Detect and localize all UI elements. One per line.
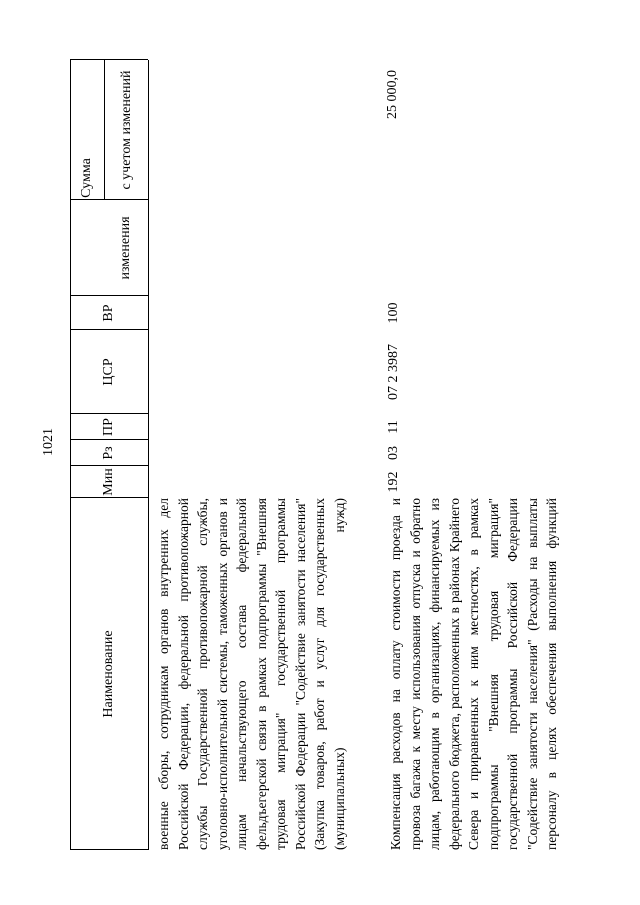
row-2-csr: 07 2 3987 — [386, 344, 401, 400]
header-pr: ПР — [101, 418, 116, 436]
header-changes: изменения — [118, 216, 133, 280]
header-sum: Сумма — [79, 158, 94, 198]
row-2-rz: 03 — [386, 446, 401, 460]
header-min: Мин — [101, 468, 116, 496]
header-bottom-border — [148, 60, 149, 850]
row-2-min: 192 — [386, 471, 401, 493]
header-with-changes: с учетом изменений — [118, 70, 134, 190]
row-2-name: Компенсация расходов на оплату стоимости проезда и провоза багажа к месту использования отпуска и обратно лицам, работающим в организациях, финансируемых из федерального бюджета, расположенных в районах Крайнего Севера и приравненных к ним местностях, в рамках подпрограммы "Внешняя трудовая миграция" государственной программы Российской Федерации "Содействие занятости населения" (Расходы на выплаты персоналу в целях обеспечения выполнения функций — [388, 498, 559, 850]
page-number: 1021 — [41, 428, 56, 456]
header-name: Наименование — [101, 630, 116, 718]
header-vr: ВР — [101, 304, 116, 322]
row-2-pr: 11 — [386, 420, 401, 434]
row-2-vr: 100 — [386, 302, 401, 324]
row-1-name: военные сборы, сотрудникам органов внутренних дел Российской Федерации, федеральной противопожарной службы Государственной противопожарной службы, уголовно-исполнительной системы, таможенных органов и лицам начальствующего состава федеральной фельдъегерской связи в рамках подпрограммы "Внешняя трудовая миграция" государственной программы Российской Федерации "Содействие занятости населения" (Закупка товаров, работ и услуг для государственных (муниципальных) нужд) — [156, 498, 347, 850]
budget-table — [70, 60, 590, 850]
header-csr: ЦСР — [101, 358, 116, 386]
row-2-with-changes: 25 000,0 — [385, 70, 400, 119]
header-rz: Рз — [101, 446, 116, 460]
